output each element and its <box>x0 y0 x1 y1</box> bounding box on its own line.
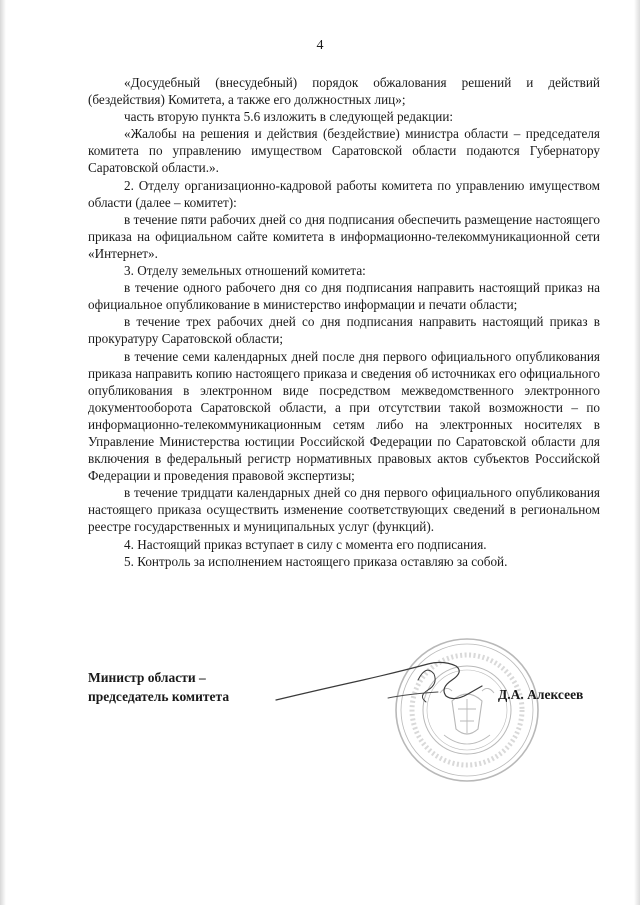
paragraph: в течение тридцати календарных дней со дня первого официального опубликования настоящего приказа осуществить изменение соответствующих сведений в региональном реестре государственных и муниципальных услуг (функций). <box>88 485 600 535</box>
paragraph: 5. Контроль за исполнением настоящего приказа оставляю за собой. <box>124 553 508 569</box>
document-body <box>88 74 600 570</box>
scan-edge-right <box>634 0 640 905</box>
signatory-title-line: Министр области – <box>88 670 206 685</box>
scan-edge-left <box>0 0 6 905</box>
paragraph: в течение одного рабочего дня со дня подписания направить настоящий приказ на официальное опубликование в министерство информации и печати области; <box>88 280 600 313</box>
paragraph: 3. Отделу земельных отношений комитета: <box>124 263 366 279</box>
paragraph: «Жалобы на решения и действия (бездействие) министра области – председателя комитета по управлению имуществом Саратовской области подаются Губернатору Саратовской области.». <box>88 126 600 176</box>
paragraph: 4. Настоящий приказ вступает в силу с момента его подписания. <box>124 536 487 552</box>
signatory-title-line: председатель комитета <box>88 689 230 704</box>
page-number: 4 <box>316 38 324 53</box>
paragraph: в течение пяти рабочих дней со дня подписания обеспечить размещение настоящего приказа на официальном сайте комитета в информационно-телекоммуникационной сети «Интернет». <box>88 211 600 261</box>
paragraph: «Досудебный (внесудебный) порядок обжалования решений и действий (бездействия) Комитета, а также его должностных лиц»; <box>88 75 600 108</box>
paragraph: 2. Отделу организационно-кадровой работы комитета по управлению имуществом области (далее – комитет): <box>88 177 600 210</box>
paragraph: часть вторую пункта 5.6 изложить в следующей редакции: <box>124 109 454 125</box>
signatory-title <box>88 668 348 706</box>
paragraph: в течение трех рабочих дней со дня подписания направить настоящий приказ в прокуратуру Саратовской области; <box>88 314 600 347</box>
paragraph: в течение семи календарных дней после дня первого официального опубликования приказа направить копию настоящего приказа и сведения об источниках его официального опубликования в электронном виде посредством межведомственного электронного документооборота Саратовской области, а при отсутствии такой возможности – по информационно-телекоммуникационным сетям либо на электронных носителях в Управление Министерства юстиции Российской Федерации по Саратовской области для включения в федеральный регистр нормативных правовых актов субъектов Российской Федерации и проведения правовой экспертизы; <box>88 348 600 484</box>
signatory-name: Д.А. Алексеев <box>498 687 584 702</box>
